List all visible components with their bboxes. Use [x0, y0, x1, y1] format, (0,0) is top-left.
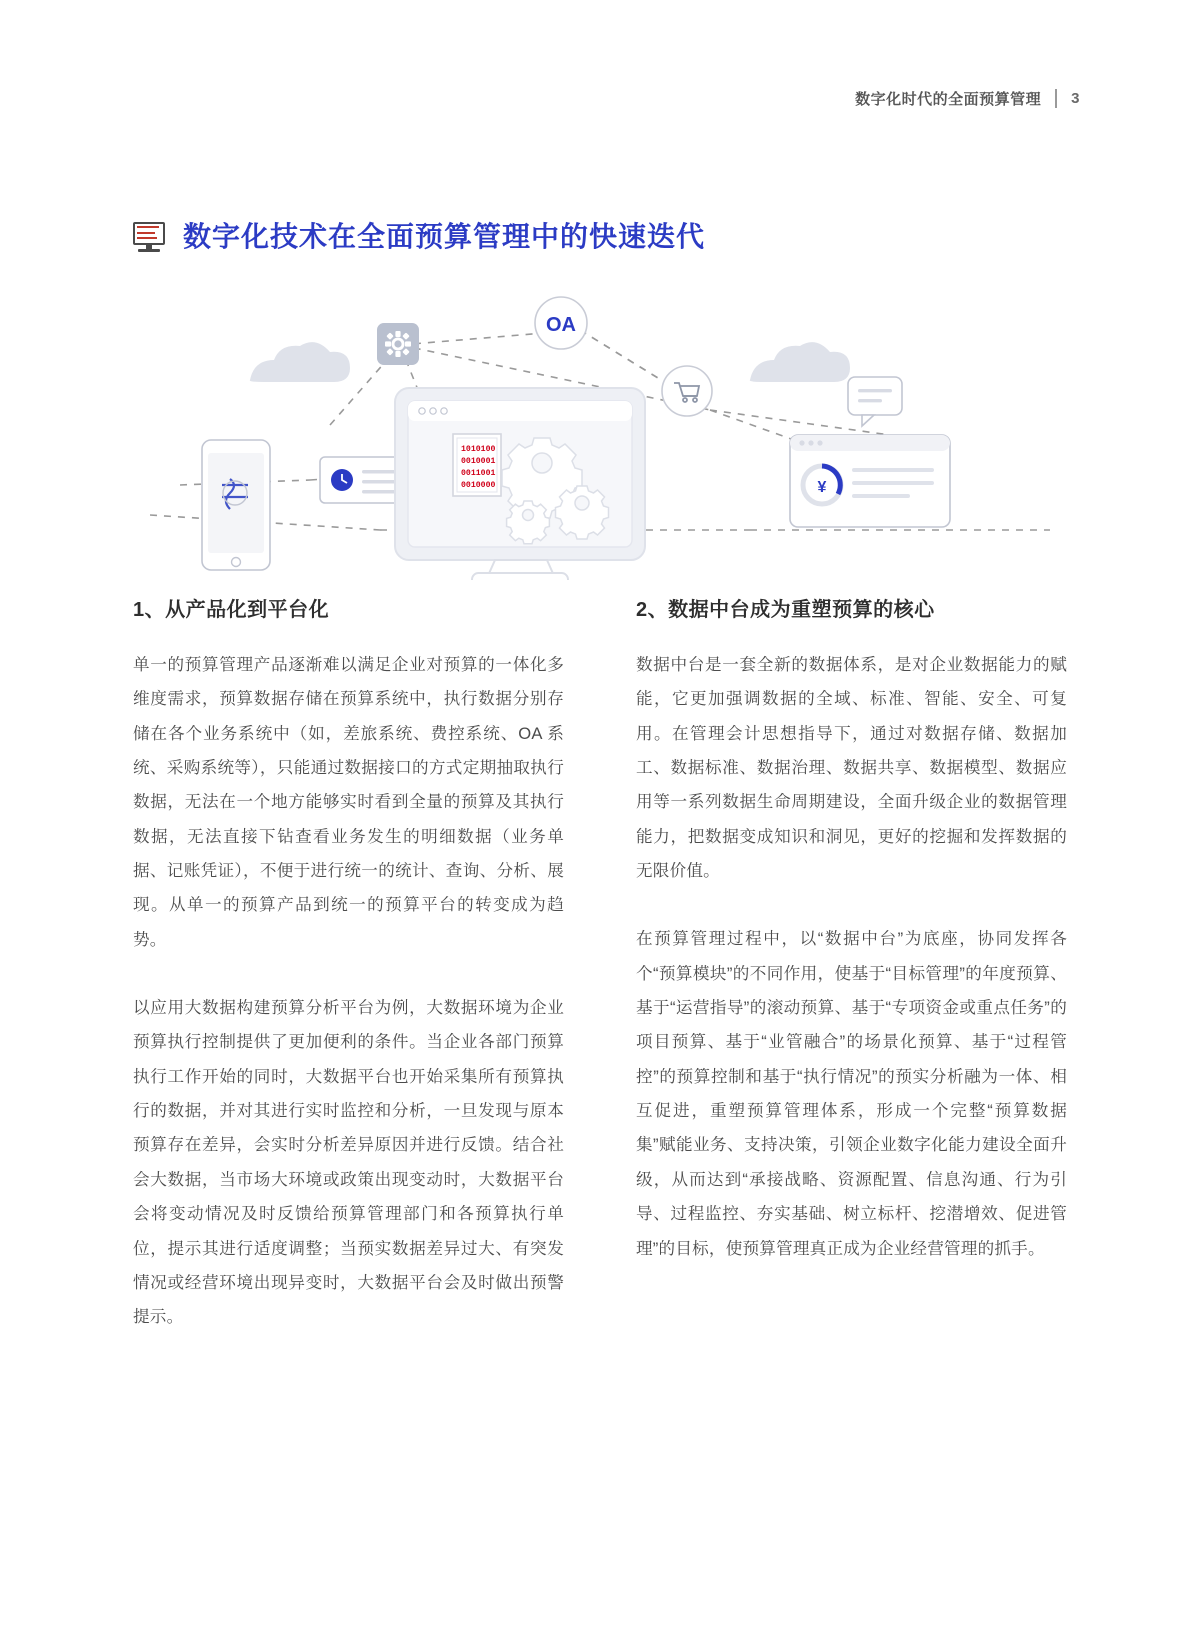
page-title: 数字化技术在全面预算管理中的快速迭代 [183, 221, 706, 252]
column-left-paragraph-1: 单一的预算管理产品逐渐难以满足企业对预算的一体化多维度需求，预算数据存储在预算系统中，执行数据分别存储在各个业务系统中（如，差旅系统、费控系统、OA 系统、采购系统等），只能通过数据接口的方式定期抽取执行数据，无法在一个地方能够实时看到全量的预算及其执行数据，无法直接下钻查看业务发生的明细数据（业务单据、记账凭证），不便于进行统一的统计、查询、分析、展现。从单一的预算产品到统一的预算平台的转变成为趋势。 [133, 655, 564, 949]
svg-text:¥: ¥ [817, 479, 827, 496]
column-left-heading: 1、从产品化到平台化 [133, 599, 330, 621]
browser-window-node [790, 435, 950, 527]
header-divider [1055, 89, 1057, 108]
page-number: 3 [1071, 90, 1080, 107]
section-title-block [133, 222, 705, 252]
monitor-icon [133, 222, 167, 252]
header-title: 数字化时代的全面预算管理 [855, 91, 1042, 108]
gear-node [377, 323, 419, 365]
svg-text:0010000: 0010000 [461, 481, 496, 490]
central-monitor [395, 388, 645, 580]
svg-text:0011001: 0011001 [461, 469, 496, 478]
digital-ecosystem-illustration [150, 285, 1050, 580]
column-left-paragraph-2: 以应用大数据构建预算分析平台为例，大数据环境为企业预算执行控制提供了更加便利的条件。当企业各部门预算执行工作开始的同时，大数据平台也开始采集所有预算执行的数据，并对其进行实时监控和分析，一旦发现与原本预算存在差异，会实时分析差异原因并进行反馈。结合社会大数据，当市场大环境或政策出现变动时，大数据平台会将变动情况及时反馈给预算管理部门和各预算执行单位，提示其进行适度调整；当预实数据差异过大、有突发情况或经营环境出现异变时，大数据平台会及时做出预警提示。 [133, 998, 564, 1327]
body-columns [133, 598, 1067, 1335]
cart-node [662, 366, 712, 416]
column-right-heading: 2、数据中台成为重塑预算的核心 [636, 599, 935, 621]
oa-label: OA [546, 314, 576, 336]
column-right-paragraph-2: 在预算管理过程中，以“数据中台”为底座，协同发挥各个“预算模块”的不同作用，使基于“目标管理”的年度预算、基于“运营指导”的滚动预算、基于“专项资金或重点任务”的项目预算、基于“业管融合”的场景化预算、基于“过程管控”的预算控制和基于“执行情况”的预实分析融为一体、相互促进，重塑预算管理体系，形成一个完整“预算数据集”赋能业务、支持决策，引领企业数字化能力建设全面升级，从而达到“承接战略、资源配置、信息沟通、行为引导、过程监控、夯实基础、树立标杆、挖潜增效、促进管理”的目标，使预算管理真正成为企业经营管理的抓手。 [636, 929, 1067, 1258]
phone-node [202, 440, 270, 570]
svg-text:0010001: 0010001 [461, 457, 496, 466]
column-right-paragraph-1: 数据中台是一套全新的数据体系，是对企业数据能力的赋能，它更加强调数据的全域、标准、智能、安全、可复用。在管理会计思想指导下，通过对数据存储、数据加工、数据标准、数据治理、数据共享、数据模型、数据应用等一系列数据生命周期建设，全面升级企业的数据管理能力，把数据变成知识和洞见，更好的挖掘和发挥数据的无限价值。 [636, 655, 1067, 881]
cloud-left [250, 342, 350, 382]
oa-node [535, 297, 587, 349]
column-right [636, 598, 1067, 1335]
chat-node [848, 377, 902, 426]
svg-text:1010100: 1010100 [461, 445, 496, 454]
cloud-right [750, 342, 850, 382]
column-left [133, 598, 564, 1335]
running-header [855, 88, 1080, 109]
